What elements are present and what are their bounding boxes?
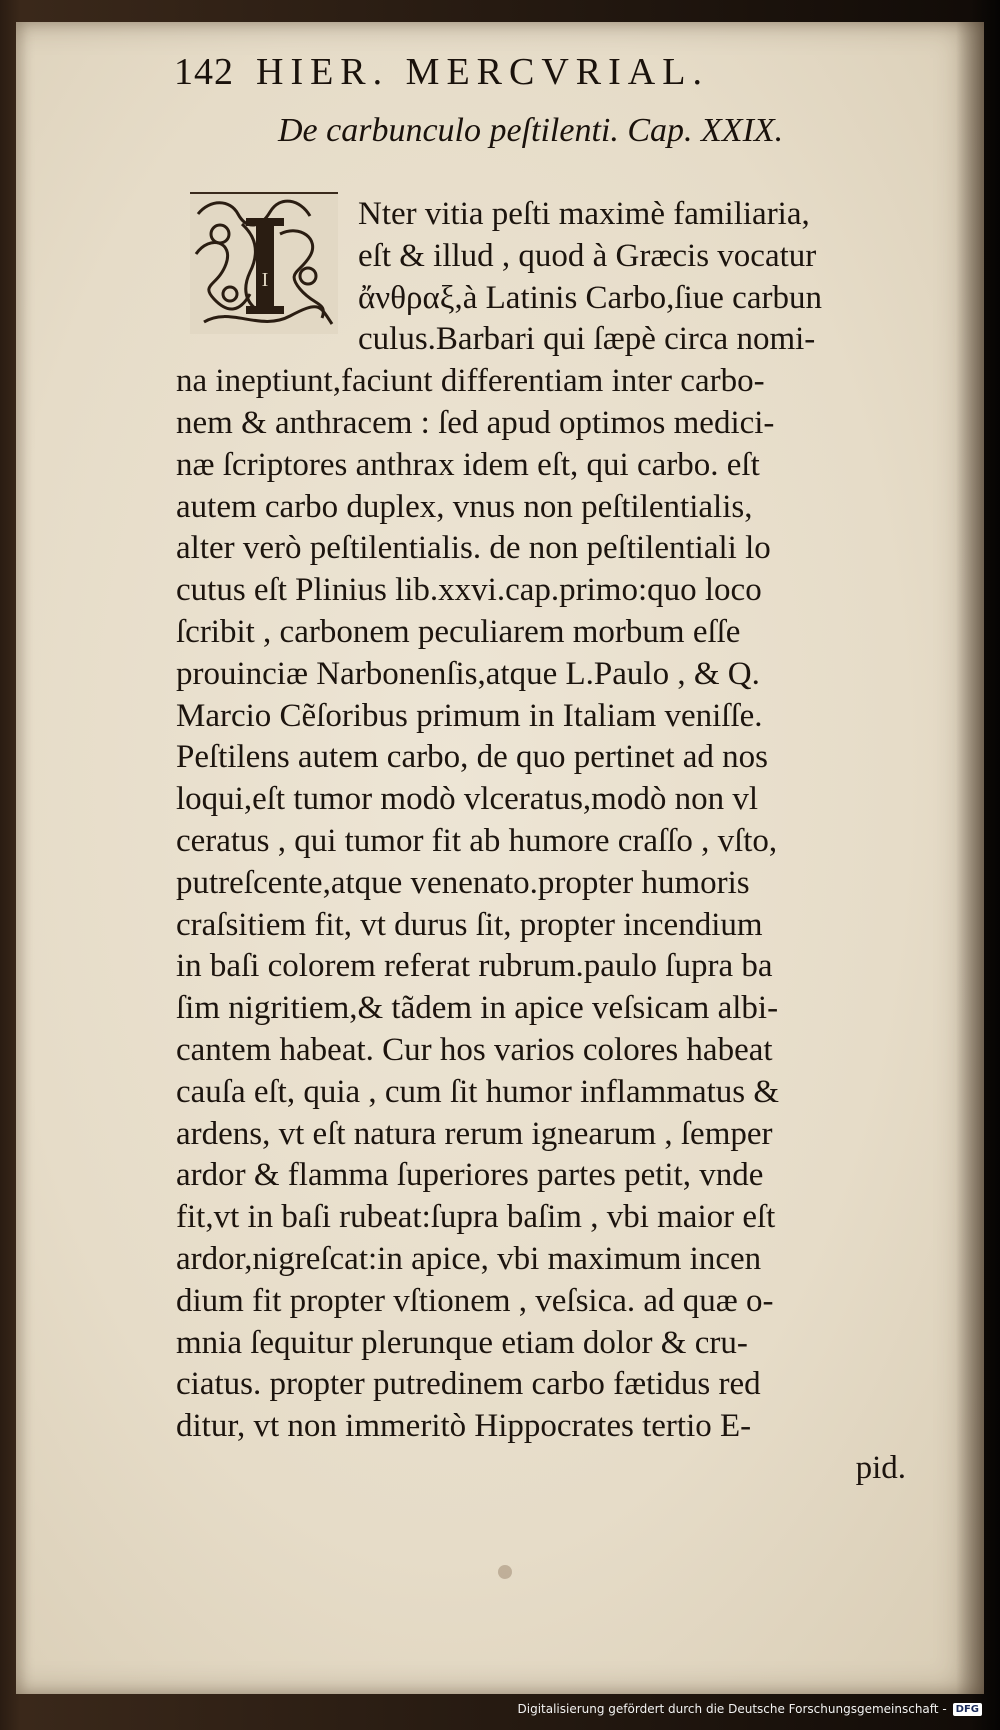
page-number: 142	[174, 51, 234, 93]
text-line: ſcribit , carbonem peculiarem morbum eſſe	[176, 613, 741, 650]
text-line: cutus eſt Plinius lib.xxvi.cap.primo:quo loco	[176, 572, 762, 609]
text-line: fit,vt in baſi rubeat:ſupra baſim , vbi maior eſt	[176, 1199, 776, 1236]
text-line: loqui,eſt tumor modò vlceratus,modò non vl	[176, 781, 759, 818]
body-text	[176, 194, 916, 1490]
text-line: Nter vitia peſti maximè familiaria,	[358, 196, 810, 232]
digitization-credit: Digitalisierung gefördert durch die Deutsche Forschungsgemeinschaft -	[517, 1702, 947, 1716]
text-line: ditur, vt non immeritò Hippocrates tertio E-	[176, 1408, 752, 1445]
text-line: ardor & flamma ſuperiores partes petit, vnde	[176, 1157, 764, 1194]
page-spine-shadow	[956, 22, 984, 1694]
catchword: pid.	[855, 1449, 906, 1486]
text-line: næ ſcriptores anthrax idem eſt, qui carbo. eſt	[176, 446, 760, 483]
text-line: in baſi colorem referat rubrum.paulo ſupra ba	[176, 948, 773, 985]
text-line: na ineptiunt,faciunt differentiam inter carbo-	[176, 363, 765, 400]
text-line: putreſcente,atque venenato.propter humoris	[176, 864, 750, 901]
text-line: nem & anthracem : ſed apud optimos medici-	[176, 404, 775, 441]
text-line: ciatus. propter putredinem carbo fætidus red	[176, 1366, 761, 1403]
text-line: Marcio Cẽſoribus primum in Italiam veniſſe.	[176, 697, 763, 734]
text-line: ardor,nigreſcat:in apice, vbi maximum incen	[176, 1240, 762, 1277]
text-line: autem carbo duplex, vnus non peſtilentialis,	[176, 488, 753, 525]
text-line: craſsitiem fit, vt durus ſit, propter incendium	[176, 906, 763, 943]
text-line: alter verò peſtilentialis. de non peſtilentiali lo	[176, 530, 771, 567]
paper-stain	[498, 1565, 512, 1579]
text-line: ceratus , qui tumor fit ab humore craſſo , vſto,	[176, 822, 778, 859]
page-header	[174, 50, 914, 94]
digitization-footer	[518, 1698, 983, 1720]
text-line: culus.Barbari qui ſæpè circa nomi-	[358, 321, 816, 358]
text-line: dium fit propter vſtionem , veſsica. ad quæ o-	[176, 1282, 774, 1319]
text-line: eſt & illud , quod à Græcis vocatur	[358, 237, 817, 274]
running-head: HIER. MERCVRIAL.	[256, 51, 709, 93]
dfg-logo: DFG	[953, 1703, 982, 1716]
text-line: cauſa eſt, quia , cum ſit humor inflammatus &	[176, 1073, 780, 1110]
text-line: cantem habeat. Cur hos varios colores habeat	[176, 1031, 773, 1068]
initial-letter-glyph: I	[261, 269, 269, 291]
text-line: Peſtilens autem carbo, de quo pertinet ad nos	[176, 739, 769, 776]
text-line: ſim nigritiem,& tãdem in apice veſsicam albi-	[176, 990, 779, 1027]
chapter-title: De carbunculo peſtilenti. Cap. XXIX.	[278, 112, 784, 149]
text-line: ἄνθραξ,à Latinis Carbo,ſiue carbun	[358, 279, 822, 316]
text-line: ardens, vt eſt natura rerum ignearum , ſemper	[176, 1115, 773, 1152]
text-line: prouinciæ Narbonenſis,atque L.Paulo , & Q.	[176, 655, 760, 692]
text-line: mnia ſequitur plerunque etiam dolor & cru-	[176, 1324, 748, 1361]
